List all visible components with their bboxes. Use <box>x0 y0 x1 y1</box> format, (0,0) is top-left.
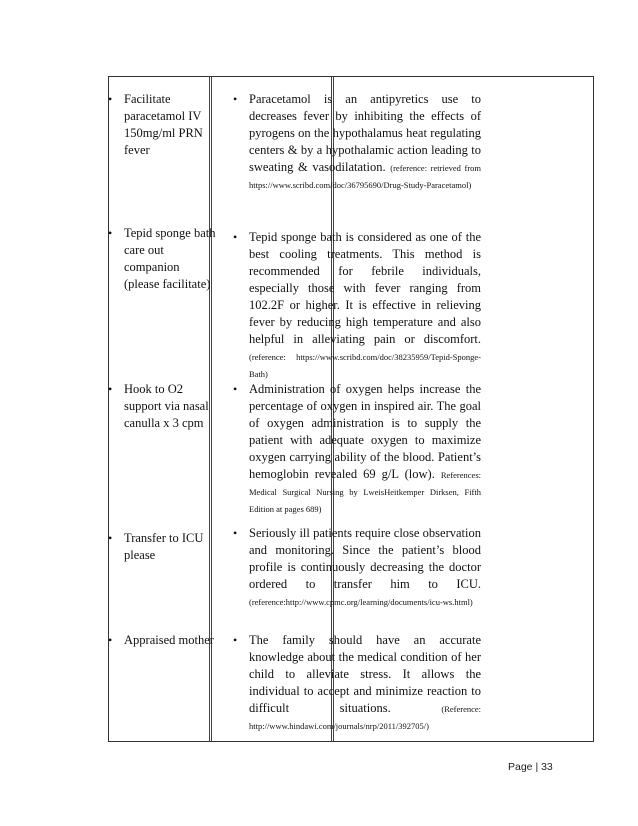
reference-text: (reference: https://www.scribd.com/doc/38235959/Tepid-Sponge-Bath) <box>249 352 481 379</box>
rationale-text: The family should have an accurate knowledge about the medical condition of her child to alleviate stress. It allows the individual to accept and minimize reaction to difficult situations. <box>249 633 481 715</box>
rationale-text: Seriously ill patients require close observation and monitoring. Since the patient’s blood profile is continuously decreasing the doctor ordered to transfer him to ICU. <box>249 526 481 591</box>
page-number: Page | 33 <box>508 761 553 773</box>
reference-text: (reference:http://www.cpmc.org/learning/documents/icu-ws.html) <box>249 597 473 607</box>
intervention-text: Facilitate paracetamol IV 150mg/ml PRN fever <box>124 92 203 157</box>
bullet-icon: • <box>108 226 113 240</box>
bullet-icon: • <box>108 92 113 106</box>
bullet-icon: • <box>108 633 113 647</box>
bullet-icon: • <box>233 230 238 244</box>
reference-text: References: Medical Surgical Nursing by LweisHeitkemper Dirksen, Fifth Edition at pages 689) <box>249 470 481 514</box>
bullet-icon: • <box>233 526 238 540</box>
intervention-text: Hook to O2 support via nasal canulla x 3 cpm <box>124 382 209 430</box>
reference-text: (reference: retrieved from https://www.scribd.com/doc/36795690/Drug-Study-Paracetamol) <box>249 163 482 190</box>
intervention-text: Appraised mother <box>124 633 214 647</box>
reference-text: (Reference: http://www.hindawi.com/journals/nrp/2011/392705/) <box>249 704 481 731</box>
rationale-text: Paracetamol is an antipyretics use to decreases fever by inhibiting the effects of pyrogens on the hypothalamus heat regulating centers & by a hypothalamic action leading to sweating & vasodilatation. <box>249 92 481 174</box>
intervention-text: Tepid sponge bath care out companion (please facilitate) <box>124 226 216 291</box>
bullet-icon: • <box>233 382 238 396</box>
intervention-text: Transfer to ICU please <box>124 531 204 562</box>
bullet-icon: • <box>108 531 113 545</box>
bullet-icon: • <box>233 92 238 106</box>
rationale-text: Administration of oxygen helps increase the percentage of oxygen in inspired air. The goal of oxygen administration is to supply the patient with adequate oxygen to maximize oxygen carrying ability of the blood. Patient’s hemoglobin revealed 69 g/L (low). <box>249 382 481 481</box>
rationale-text: Tepid sponge bath is considered as one of the best cooling treatments. This method is recommended for febrile individuals, especially those with fever ranging from 102.2F or higher. It is effective in relieving fever by reducing high temperature and also helpful in alleviating pain or discomfort. <box>249 230 481 346</box>
bullet-icon: • <box>108 382 113 396</box>
bullet-icon: • <box>233 633 238 647</box>
